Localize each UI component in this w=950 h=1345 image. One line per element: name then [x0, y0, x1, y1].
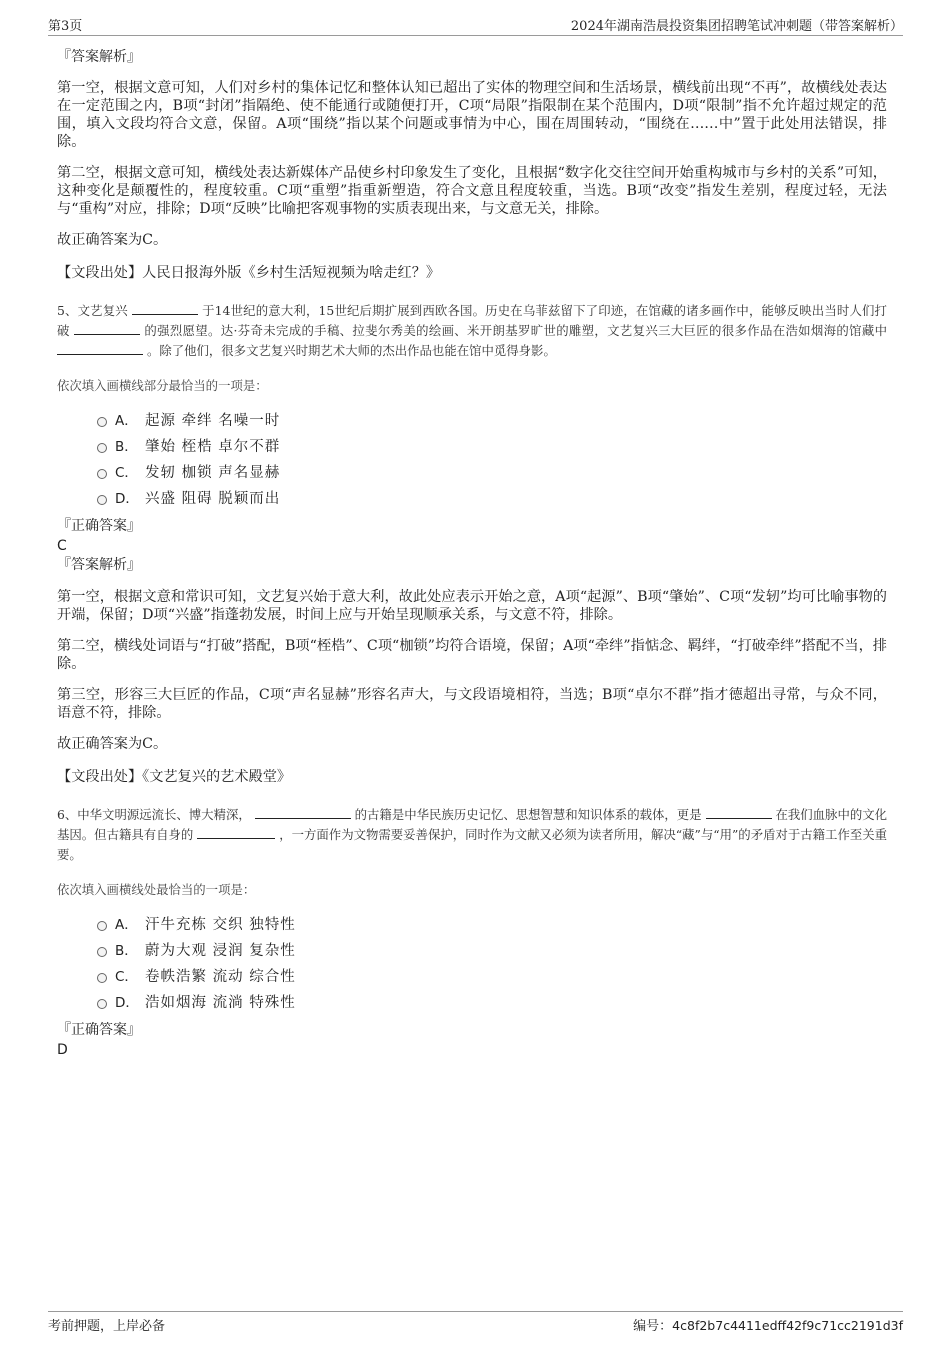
q6-blank-1 — [255, 807, 351, 819]
q6-stem-part-1: 6、中华文明源远流长、博大精深， — [57, 807, 251, 822]
q4-analysis-para-1: 第一空，根据文意可知，人们对乡村的集体记忆和整体认知已超出了实体的物理空间和生活场景，横线前出现“不再”，故横线处表达在一定范围之内，B项“封闭”指隔绝、使不能通行或随便打开，C项“局限”指限制在某个范围内，D项“限制”指不允许超过规定的范围，填入文段均符合文意，保留。A项“围绕”指以某个问题或事情为中心，围在周围转动，“围绕在……中”置于此处用法错误，排除。 — [57, 80, 887, 150]
q5-stem-part-1: 5、文艺复兴 — [57, 303, 128, 318]
q6-stem-part-2: 的古籍是中华民族历史记忆、思想智慧和知识体系的载体，更是 — [354, 807, 702, 822]
q6-option-b[interactable] — [57, 938, 887, 964]
q5-blank-1 — [132, 303, 198, 315]
page-content — [57, 48, 887, 1059]
option-letter: A． — [115, 413, 138, 429]
q6-blank-3 — [197, 827, 275, 839]
q5-stem-part-4: 。除了他们，很多文艺复兴时期艺术大师的杰出作品也能在馆中觅得身影。 — [146, 343, 556, 358]
q6-options — [57, 912, 887, 1016]
q6-option-c[interactable] — [57, 964, 887, 990]
q4-conclusion: 故正确答案为C。 — [57, 232, 168, 248]
radio-icon[interactable] — [97, 443, 107, 453]
option-text: 汗牛充栋 交织 独特性 — [145, 917, 296, 933]
q5-option-d[interactable] — [57, 486, 887, 512]
option-letter: C． — [115, 969, 138, 985]
option-text: 起源 牵绊 名噪一时 — [145, 413, 281, 429]
page-number: 第3页 — [48, 19, 83, 34]
q5-analysis-label: 『答案解析』 — [57, 557, 141, 573]
q5-instruction: 依次填入画横线部分最恰当的一项是： — [57, 378, 268, 393]
code-label: 编号： — [633, 1319, 673, 1334]
q6-option-d[interactable] — [57, 990, 887, 1016]
q5-correct-label: 『正确答案』 — [57, 518, 141, 534]
option-letter: B． — [115, 943, 138, 959]
option-text: 蔚为大观 浸润 复杂性 — [145, 943, 296, 959]
radio-icon[interactable] — [97, 999, 107, 1009]
q5-analysis-para-2: 第二空，横线处词语与“打破”搭配，B项“桎梏”、C项“枷锁”均符合语境，保留；A项“牵绊”指惦念、羁绊，“打破牵绊”搭配不当，排除。 — [57, 638, 887, 672]
radio-icon[interactable] — [97, 417, 107, 427]
option-letter: D． — [115, 995, 139, 1011]
radio-icon[interactable] — [97, 469, 107, 479]
option-letter: C． — [115, 465, 138, 481]
q5-option-c[interactable] — [57, 460, 887, 486]
q5-source: 【文段出处】《文艺复兴的艺术殿堂》 — [57, 769, 292, 785]
radio-icon[interactable] — [97, 921, 107, 931]
q6-stem — [57, 805, 887, 865]
radio-icon[interactable] — [97, 947, 107, 957]
q5-stem-part-3: 的强烈愿望。达·芬奇未完成的手稿、拉斐尔秀美的绘画、米开朗基罗旷世的雕塑，文艺复兴三大巨匠的很多作品在浩如烟海的馆藏中 — [144, 323, 887, 338]
q4-analysis-para-2: 第二空，根据文意可知，横线处表达新媒体产品使乡村印象发生了变化，且根据“数字化交往空间开始重构城市与乡村的关系”可知，这种变化是颠覆性的，程度较重。C项“重塑”指重新塑造，符合文意且程度较重，当选。B项“改变”指发生差别，程度过轻，无法与“重构”对应，排除；D项“反映”比喻把客观事物的实质表现出来，与文意无关，排除。 — [57, 165, 887, 217]
q5-correct-answer: C — [57, 538, 67, 554]
page-header — [48, 13, 903, 36]
option-text: 浩如烟海 流淌 特殊性 — [145, 995, 296, 1011]
q5-blank-2 — [74, 323, 140, 335]
q5-conclusion: 故正确答案为C。 — [57, 736, 168, 752]
code-value: 4c8f2b7c4411edff42f9c71cc2191d3f — [672, 1318, 903, 1333]
option-text: 兴盛 阻碍 脱颖而出 — [145, 491, 281, 507]
option-text: 卷帙浩繁 流动 综合性 — [145, 969, 296, 985]
q6-stem-part-3: 在我们血脉中的文化基因。但古籍具有自身的 — [57, 807, 888, 842]
option-letter: B． — [115, 439, 138, 455]
footer-slogan: 考前押题，上岸必备 — [48, 1319, 166, 1334]
q5-blank-3 — [57, 343, 143, 355]
q4-analysis-label: 『答案解析』 — [57, 49, 141, 65]
q5-stem-part-2: 于14世纪的意大利，15世纪后期扩展到西欧各国。历史在乌菲兹留下了印迹，在馆藏的诸多画作中，能够反映出当时人们打破 — [57, 303, 887, 338]
radio-icon[interactable] — [97, 973, 107, 983]
q6-option-a[interactable] — [57, 912, 887, 938]
q5-analysis-para-3: 第三空，形容三大巨匠的作品，C项“声名显赫”形容名声大，与文段语境相符，当选；B项“卓尔不群”指才德超出寻常，与众不同，语意不符，排除。 — [57, 687, 887, 721]
document-code — [633, 1315, 903, 1334]
document-title: 2024年湖南浩晨投资集团招聘笔试冲刺题（带答案解析） — [570, 19, 903, 34]
q5-option-a[interactable] — [57, 408, 887, 434]
q6-correct-answer: D — [57, 1042, 68, 1058]
q6-correct-label: 『正确答案』 — [57, 1022, 141, 1038]
radio-icon[interactable] — [97, 495, 107, 505]
page-footer — [48, 1311, 903, 1334]
q5-analysis-para-1: 第一空，根据文意和常识可知，文艺复兴始于意大利，故此处应表示开始之意，A项“起源”、B项“肇始”、C项“发轫”均可比喻事物的开端，保留；D项“兴盛”指蓬勃发展，时间上应与开始呈现顺承关系，与文意不符，排除。 — [57, 589, 887, 623]
q5-options — [57, 408, 887, 512]
q6-blank-2 — [706, 807, 772, 819]
q5-option-b[interactable] — [57, 434, 887, 460]
q4-source: 【文段出处】人民日报海外版《乡村生活短视频为啥走红？》 — [57, 265, 441, 281]
q6-stem-part-4: ，一方面作为文物需要妥善保护，同时作为文献又必须为读者所用，解决“藏”与“用”的矛盾对于古籍工作至关重要。 — [57, 827, 888, 862]
option-letter: A． — [115, 917, 138, 933]
q5-stem — [57, 301, 887, 361]
option-text: 肇始 桎梏 卓尔不群 — [145, 439, 281, 455]
q6-instruction: 依次填入画横线处最恰当的一项是： — [57, 882, 256, 897]
option-text: 发轫 枷锁 声名显赫 — [145, 465, 281, 481]
option-letter: D． — [115, 491, 139, 507]
